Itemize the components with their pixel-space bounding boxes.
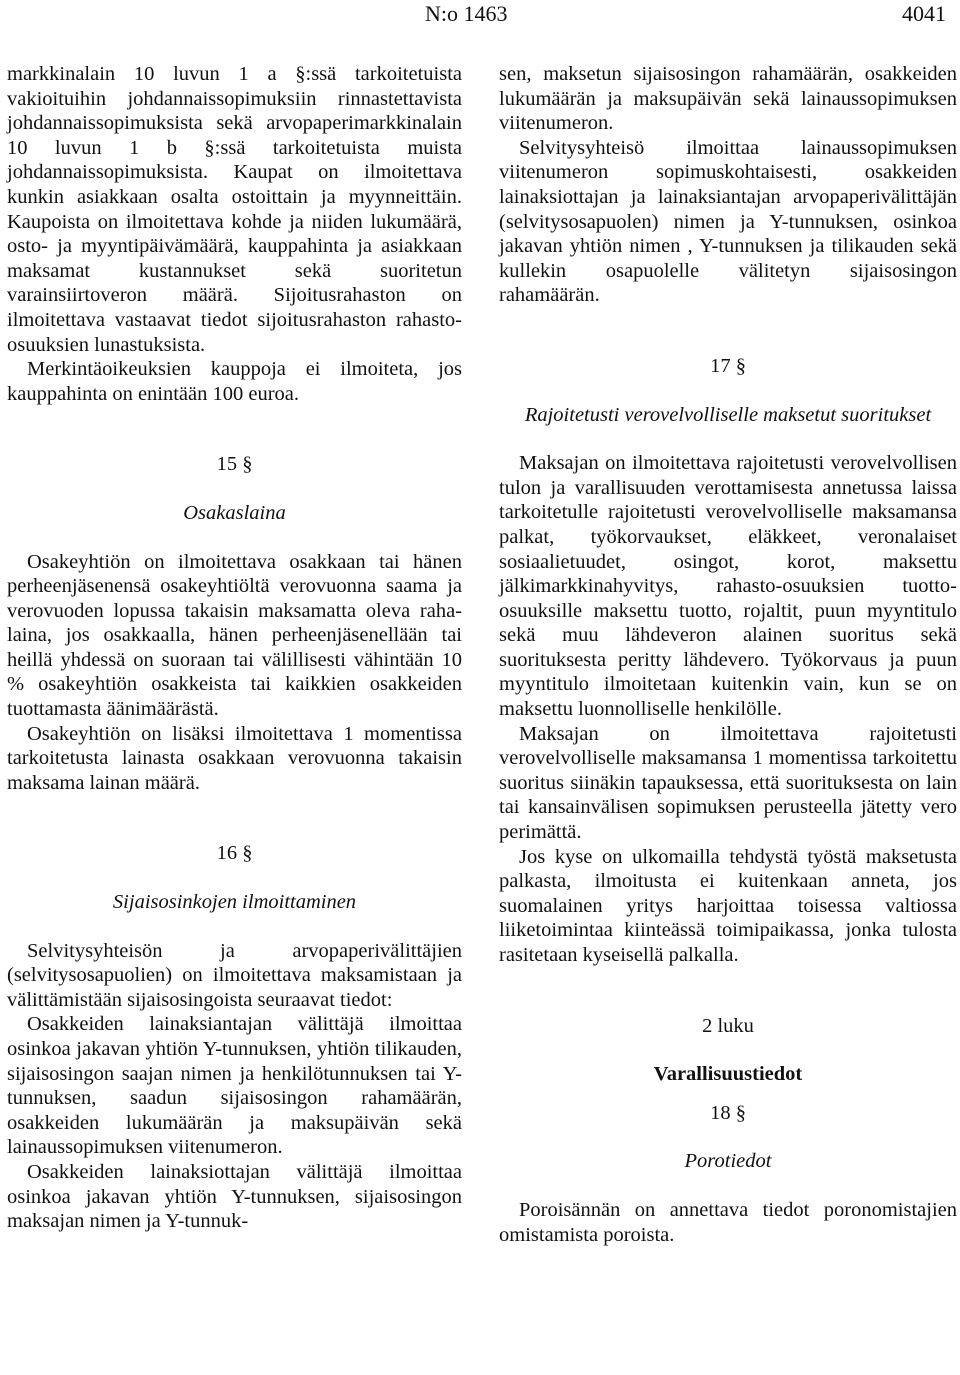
section-17-title: Rajoitetusti verovelvolliselle maksetut suoritukset (524, 403, 932, 426)
section-18-number: 18 § (710, 1101, 746, 1124)
section-15-number: 15 § (216, 453, 253, 476)
section-18-heading (499, 1101, 957, 1174)
section-17-paragraph-1: Maksajan on ilmoitettava rajoitetusti verovelvollisen tulon ja varallisuuden verottamisesta annetussa laissa tarkoitetulle rajoitetusti verovelvolliselle maksamansa palkat, työkorvaukset, eläkkeet, veronalaiset sosiaalietuudet, osingot, korot, maksettu jälkimarkkinahyvitys, rahasto-osuuksien tuotto-osuuksille maksettu tuotto, rojaltit, puun myyntitulo sekä muu lähdeveron alainen suoritus sekä suorituksesta peritty lähdevero. Työkorvaus ja puun myyntitulo ilmoitetaan kuitenkin vain, kun se on maksettu luonnolliselle henkilölle. (499, 452, 957, 721)
left-column (7, 62, 462, 1234)
page-number: 4041 (902, 1, 946, 26)
section-18-paragraph-1: Poroisännän on annettava tiedot poronomistajien omistamista poroista. (499, 1198, 957, 1246)
section-15-heading (7, 452, 462, 525)
page-header (0, 0, 960, 40)
section-16-heading (7, 841, 462, 914)
chapter-number: 2 luku (702, 1014, 754, 1037)
section-15-paragraph-1: Osakeyhtiön on ilmoitettava osakkaan tai hänen perheenjäsenensä osakeyhtiöltä verovuonna saama ja verovuoden lopussa takaisin maksamatta oleva raha-laina, jos osakkaalla, hänen perheenjäsenellään tai heillä yhdessä on suoraan tai välillisesti vähintään 10 % osakeyhtiön osakkeista tai kaikkien osakkeiden tuottamasta äänimäärästä. (7, 550, 462, 721)
section-18-title: Porotiedot (684, 1150, 772, 1173)
chapter-2-heading (499, 1014, 957, 1087)
section-17-paragraph-2: Maksajan on ilmoitettava rajoitetusti verovelvolliselle maksamansa 1 momentissa tarkoitettu suoritus siinäkin tapauksessa, että suorituksesta on lain tai kansainvälisen sopimuksen perusteella jätetty vero perimättä. (499, 722, 957, 844)
section-16-paragraph-3: Osakkeiden lainaksiottajan välittäjä ilmoittaa osinkoa jakavan yhtiön Y-tunnuksen, sijaisosingon maksajan nimen ja Y-tunnuk- (7, 1160, 462, 1233)
paragraph-merkintaoikeudet: Merkintäoikeuksien kauppoja ei ilmoiteta, jos kauppahinta on enintään 100 euroa. (7, 358, 462, 405)
section-15-title: Osakaslaina (183, 501, 286, 524)
issue-number: N:o 1463 (425, 1, 508, 26)
section-17-paragraph-3: Jos kyse on ulkomailla tehdystä työstä maksetusta palkasta, ilmoitusta ei kuitenkaan anneta, jos suomalainen yritys harjoittaa toisessa valtiossa liiketoimintaa kiinteässä toimipaikassa, jonka tulosta rasitetaan kyseisellä palkalla. (499, 845, 957, 966)
section-16-title: Sijaisosinkojen ilmoittaminen (112, 891, 357, 914)
paragraph-intro: markkinalain 10 luvun 1 a §:ssä tarkoitetuista vakioituihin johdannaissopimuksiin rinnastettavista johdannaissopimuksista sekä arvopaperimarkkinalain 10 luvun 1 b §:ssä tarkoitetuista muista johdannaissopimuksista. Kaupat on ilmoitettava kunkin asiakkaan osalta ostoittain ja myynneittäin. Kaupoista on ilmoitettava kohde ja niiden lukumäärä, osto- ja myyntipäivämäärä, kauppahinta ja asiakkaan maksamat kustannukset sekä suoritetun varainsiirtoveron määrä. Sijoitusrahaston on ilmoitettava vastaavat tiedot sijoitusrahaston rahasto-osuuksien lunastuksista. (7, 63, 462, 356)
section-16-number: 16 § (216, 842, 253, 865)
section-17-number: 17 § (710, 354, 746, 377)
section-15-paragraph-2: Osakeyhtiön on lisäksi ilmoitettava 1 momentissa tarkoitetusta lainasta osakkaan verovuonna takaisin maksama lainan määrä. (7, 722, 462, 794)
chapter-title: Varallisuustiedot (653, 1063, 803, 1086)
section-16-paragraph-1: Selvitysyhteisön ja arvopaperivälittäjien (selvitysosapuolien) on ilmoitettava maksamistaan ja välittämistään sijaisosingoista seuraavat tiedot: (7, 939, 462, 1011)
section-17-heading (499, 354, 957, 427)
paragraph-selvitysyhteiso: Selvitysyhteisö ilmoittaa lainaussopimuksen viitenumeron sopimuskohtaisesti, osakkeiden lainaksiottajan ja lainaksiantajan arvopaperivälittäjän (selvitysosapuolen) nimen ja Y-tunnuksen, osinkoa jakavan yhtiön nimen , Y-tunnuksen ja tilikauden sekä kullekin osapuolelle välitetyn sijaisosingon rahamäärän. (499, 136, 957, 307)
right-column (499, 62, 957, 1247)
paragraph-continued: sen, maksetun sijaisosingon rahamäärän, osakkeiden lukumäärän ja maksupäivän sekä lainaussopimuksen viitenumeron. (499, 63, 957, 135)
section-16-paragraph-2: Osakkeiden lainaksiantajan välittäjä ilmoittaa osinkoa jakavan yhtiön Y-tunnuksen, yhtiön tilikauden, sijaisosingon saajan nimen ja henkilötunnuksen tai Y-tunnuksen, saadun sijaisosingon rahamäärän, osakkeiden lukumäärän ja maksupäivän sekä lainaussopimuksen viitenumeron. (7, 1013, 462, 1159)
